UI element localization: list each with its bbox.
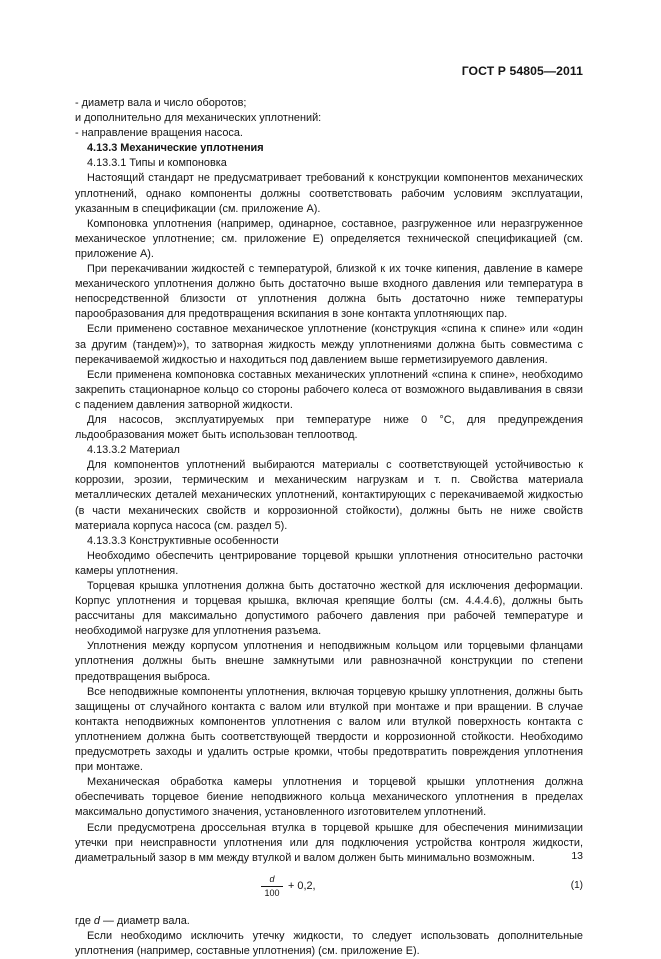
paragraph-throttle-bushing: Если предусмотрена дроссельная втулка в торцевой крышке для обеспечения минимизации утечки при неисправности уплотнения или для подключения устройства контроля жидкости, диаметральный зазор в мм между втулкой и валом должен быть минимально возможным. [75, 821, 583, 864]
paragraph-dual-seal: Если применено составное механическое уплотнение (конструкция «спина к спине» или «один за другим (тандем)»), то затворная жидкость между уплотнениями должна быть совместима с перекачиваемой жидкостью и находиться под давлением выше герметизируемого давления. [75, 323, 583, 366]
variable-d: d [93, 914, 100, 927]
paragraph-machining: Механическая обработка камеры уплотнения и торцевой крышки уплотнения должна обеспечивать торцевое биение неподвижного кольца механического уплотнения в пределах максимально допустимого значения, установленного изготовителем уплотнений. [75, 776, 583, 819]
where-suffix: — диаметр вала. [99, 914, 190, 927]
subsection-heading-design: 4.13.3.3 Конструктивные особенности [87, 534, 279, 547]
paragraph-where [75, 914, 583, 929]
formula-expression [261, 874, 316, 899]
page-number: 13 [571, 850, 583, 862]
section-heading-mechanical-seals: 4.13.3 Механические уплотнения [87, 142, 264, 155]
paragraph-stationary-parts: Все неподвижные компоненты уплотнения, включая торцевую крышку уплотнения, должны быть защищены от случайного контакта с валом или втулкой при монтаже и при вращении. В случае контакта неподвижных компонентов уплотнения с валом или втулкой поверхность контакта с уплотнением должна быть соответствующей твердости и коррозионной стойкости. Необходимо предусмотреть заходы и удалить острые кромки, чтобы предотвратить повреждения уплотнения при монтаже. [75, 685, 583, 774]
subsection-heading-types: 4.13.3.1 Типы и компоновка [87, 157, 227, 170]
fraction-bar [261, 886, 283, 887]
paragraph-standard-scope: Настоящий стандарт не предусматривает требований к конструкции компонентов механических уплотнений, однако компоненты должны соответствовать рабочим условиям эксплуатации, указанным в спецификации (см. приложение А). [75, 172, 583, 215]
standard-code: ГОСТ Р 54805—2011 [461, 64, 583, 78]
subsection-heading-material: 4.13.3.2 Материал [87, 444, 180, 457]
paragraph-centering: Необходимо обеспечить центрирование торцевой крышки уплотнения относительно расточки камеры уплотнения. [75, 549, 583, 577]
fraction [261, 874, 283, 899]
page-body [75, 96, 583, 959]
equation-1 [75, 870, 583, 912]
formula-tail: + 0,2, [288, 879, 316, 892]
paragraph-gland-plate: Торцевая крышка уплотнения должна быть достаточно жесткой для исключения деформации. Корпус уплотнения и торцевая крышка, включая крепящие болты (см. 4.4.4.6), должны быть рассчитаны для максимально допустимого рабочего давления при рабочей температуре и необходимой нагрузке для уплотнения разъема. [75, 580, 583, 638]
fraction-numerator: d [269, 873, 275, 884]
fraction-denominator: 100 [264, 887, 280, 898]
list-item-rotation: - направление вращения насоса. [75, 127, 243, 140]
paragraph-materials: Для компонентов уплотнений выбираются материалы с соответствующей устойчивостью к коррозии, эрозии, термическим и механическим нагрузкам и т. п. Свойства материала металлических деталей механических уплотнений, контактирующих с перекачиваемой жидкостью (в части механических свойств и коррозионной стойкости), должны быть не ниже свойств материала корпуса насоса (см. раздел 5). [75, 459, 583, 532]
paragraph-additional: и дополнительно для механических уплотнений: [75, 112, 322, 125]
paragraph-layout: Компоновка уплотнения (например, одинарное, составное, разгруженное или неразгруженное механическое уплотнение; см. приложение Е) определяется технической спецификацией (см. приложение А). [75, 217, 583, 260]
list-item-shaft: - диаметр вала и число оборотов; [75, 97, 247, 109]
paragraph-boiling: При перекачивании жидкостей с температурой, близкой к их точке кипения, давление в камере механического уплотнения должно быть достаточно выше входного давления или температура в непосредственной близости от уплотнения должна быть достаточно ниже температуры парообразования для предотвращения вскипания в зоне контакта уплотняющих пар. [75, 263, 583, 321]
where-prefix: где [75, 914, 94, 927]
paragraph-leak-prevention: Если необходимо исключить утечку жидкости, то следует использовать дополнительные уплотнения (например, составные уплотнения) (см. приложение Е). [75, 929, 583, 957]
paragraph-gaskets: Уплотнения между корпусом уплотнения и неподвижным кольцом или торцевыми фланцами уплотнения должны быть внешне замкнутыми или равнозначной конструкции по степени предотвращения выброса. [75, 640, 583, 683]
paragraph-back-to-back: Если применена компоновка составных механических уплотнений «спина к спине», необходимо закрепить стационарное кольцо со стороны рабочего колеса от возможного выдавливания в связи с падением давления затворной жидкости. [75, 368, 583, 411]
equation-number: (1) [570, 879, 583, 891]
paragraph-low-temperature: Для насосов, эксплуатируемых при температуре ниже 0 °С, для предупреждения льдообразования может быть использован теплоотвод. [75, 413, 583, 442]
